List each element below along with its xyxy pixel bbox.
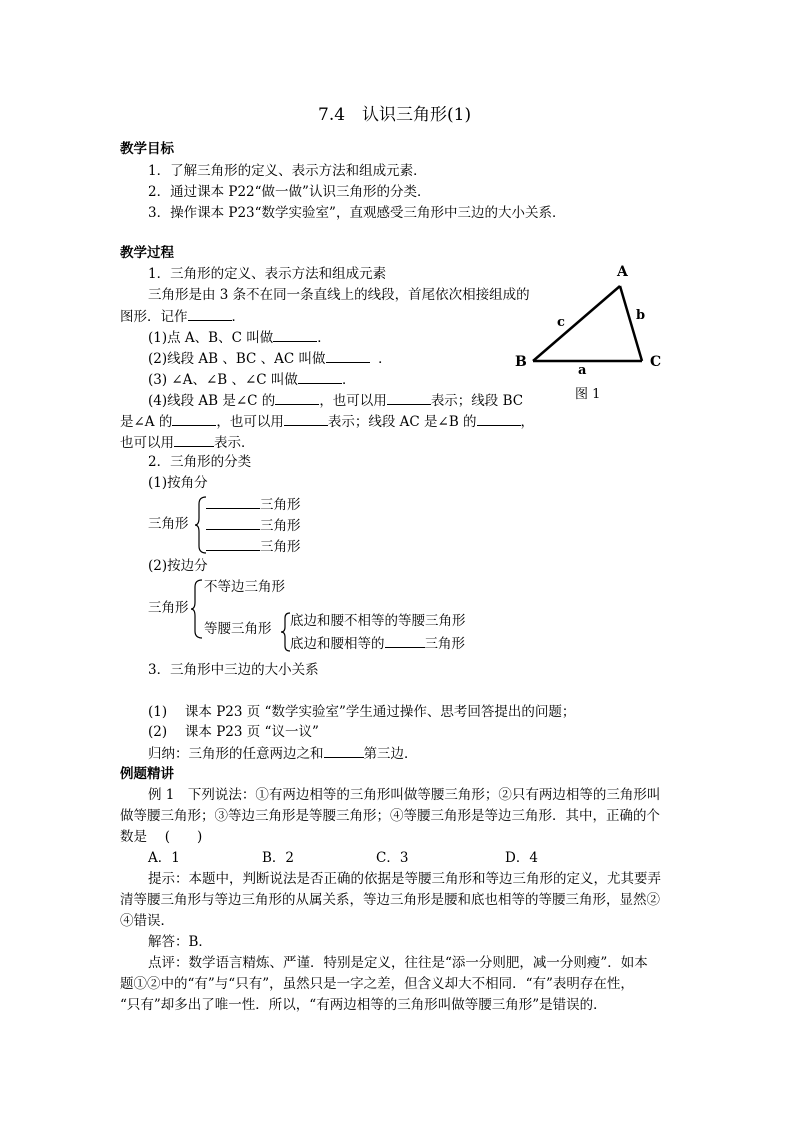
- side-b-label: b: [636, 308, 646, 323]
- blank-q4-4: [284, 412, 328, 426]
- page-title: 7.4 认识三角形(1): [318, 105, 472, 125]
- side-a-label: a: [578, 363, 587, 378]
- part2-title: 2．三角形的分类: [148, 454, 252, 470]
- blank-angle-type-1: [206, 495, 260, 509]
- option-b: B．2: [262, 850, 295, 866]
- triangle-figure: [505, 255, 680, 405]
- side-c-line: [533, 286, 620, 361]
- blank-summary: [324, 744, 364, 758]
- side-c-label: c: [557, 315, 565, 330]
- triangle-word-side: 三角形: [148, 600, 189, 616]
- question-3: [148, 370, 355, 389]
- question-4-line-2: [120, 412, 534, 431]
- period: ．: [317, 330, 331, 346]
- isosceles-sub-2: [290, 634, 465, 653]
- goal-item-3: 3．操作课本 P23“数学实验室”，直观感受三角形中三边的大小关系．: [148, 205, 566, 221]
- part1-title: 1．三角形的定义、表示方法和组成元素: [148, 266, 387, 282]
- activity-1: (1) 课本 P23 页 “数学实验室”学生通过操作、思考回答提出的问题；: [148, 704, 576, 720]
- part3-title: 3．三角形中三边的大小关系: [148, 662, 319, 678]
- blank-vertex: [273, 328, 317, 342]
- option-a: A．1: [148, 850, 180, 866]
- summary-text: 归纳：三角形的任意两边之和: [148, 746, 324, 762]
- q4-text-c: 表示；线段 BC: [430, 393, 524, 409]
- blank-angle: [298, 370, 342, 384]
- comment-line-1: 点评：数学语言精炼、严谨．特别是定义，往往是“添一分则肥，减一分则瘦”．如本: [148, 955, 648, 971]
- iso-sub-2-text: 底边和腰相等的: [290, 636, 385, 652]
- blank-side: [326, 349, 370, 363]
- triangle-word-angle: 三角形: [148, 516, 189, 532]
- blank-q4-5: [477, 412, 521, 426]
- option-c: C．3: [376, 850, 409, 866]
- question-2: [148, 349, 392, 368]
- definition-line-2: [120, 307, 245, 326]
- blank-q4-2: [387, 391, 431, 405]
- comment-line-2: 题①②中的“有”与“只有”，虽然只是一字之差，但含义却大不相同．“有”表明存在性，: [120, 976, 634, 992]
- isosceles-label: 等腰三角形: [204, 621, 272, 637]
- side-b-line: [620, 286, 642, 361]
- question-2-text: (2)线段 AB 、BC 、AC 叫做: [148, 351, 326, 367]
- scalene-label: 不等边三角形: [204, 579, 285, 595]
- blank-angle-type-2: [206, 516, 260, 530]
- heading-teaching-process: 教学过程: [120, 245, 174, 261]
- definition-text: 图形．记作: [120, 309, 188, 325]
- q4-text-f: 表示；线段 AC 是∠B 的: [327, 414, 477, 430]
- q4-text-h: 表示．: [214, 435, 255, 451]
- hint-line-1: 提示：本题中，判断说法是否正确的依据是等腰三角形和等边三角形的定义，尤其要弄: [148, 871, 661, 887]
- isosceles-sub-1: 底边和腰不相等的等腰三角形: [290, 613, 466, 629]
- definition-line-1: 三角形是由 3 条不在同一条直线上的线段，首尾依次相接组成的: [148, 287, 530, 303]
- option-d: D．4: [505, 850, 538, 866]
- by-angle-label: (1)按角分: [148, 475, 208, 491]
- iso-sub-2-suffix: 三角形: [424, 636, 465, 652]
- summary-line: [148, 744, 418, 763]
- comment-line-3: “只有”却多出了唯一性．所以，“有两边相等的三角形叫做等腰三角形”是错误的．: [120, 997, 607, 1013]
- vertex-a-label: A: [617, 264, 628, 280]
- q4-text-b: ，也可以用: [319, 393, 387, 409]
- example-1-line-2: 做等腰三角形；③等边三角形是等腰三角形；④等腰三角形是等边三角形．其中，正确的个: [120, 808, 660, 824]
- summary-suffix: 第三边．: [363, 746, 418, 762]
- q4-text-a: (4)线段 AB 是∠C 的: [148, 393, 276, 409]
- answer-line: 解答：B．: [148, 934, 212, 950]
- question-3-text: (3) ∠A、∠B 、∠C 叫做: [148, 372, 298, 388]
- heading-teaching-goals: 教学目标: [120, 141, 174, 157]
- q4-text-g: 也可以用: [120, 435, 174, 451]
- activity-2: (2) 课本 P23 页 “议一议”: [148, 724, 319, 740]
- q4-text-e: ，也可以用: [216, 414, 284, 430]
- period: ．: [231, 309, 245, 325]
- angle-class-label-2: 三角形: [260, 518, 301, 534]
- left-brace-icon: [190, 579, 204, 639]
- q4-text-d: 是∠A 的: [120, 414, 173, 430]
- vertex-c-label: C: [650, 354, 662, 370]
- example-1-line-1: 例 1 下列说法：①有两边相等的三角形叫做等腰三角形；②只有两边相等的三角形叫: [148, 787, 661, 803]
- question-4-line-1: [148, 391, 523, 410]
- angle-class-label-3: 三角形: [260, 539, 301, 555]
- by-side-label: (2)按边分: [148, 558, 208, 574]
- angle-class-row-2: [206, 516, 301, 535]
- hint-line-2: 清等腰三角形与等边三角形的从属关系，等边三角形是腰和底也相等的等腰三角形，显然②: [120, 892, 660, 908]
- period: ．: [341, 372, 356, 388]
- question-4-line-3: [120, 433, 255, 452]
- angle-class-row-1: [206, 495, 301, 514]
- vertex-b-label: B: [515, 354, 527, 370]
- goal-item-2: 2．通过课本 P22“做一做”认识三角形的分类．: [148, 184, 431, 200]
- blank-q4-3: [172, 412, 216, 426]
- heading-examples: 例题精讲: [120, 766, 174, 782]
- blank-q4-6: [174, 433, 214, 447]
- example-1-line-3: 数是 ( ): [120, 829, 203, 845]
- question-1: [148, 328, 331, 347]
- question-1-text: (1)点 A、B、C 叫做: [148, 330, 274, 346]
- angle-class-row-3: [206, 537, 301, 556]
- angle-class-label-1: 三角形: [260, 497, 301, 513]
- blank-equilateral: [385, 634, 425, 648]
- blank-q4-1: [275, 391, 319, 405]
- blank-notation: [188, 307, 232, 321]
- period: ．: [378, 351, 392, 367]
- comma: ，: [520, 414, 535, 430]
- blank-angle-type-3: [206, 537, 260, 551]
- goal-item-1: 1．了解三角形的定义、表示方法和组成元素．: [148, 163, 427, 179]
- hint-line-3: ④错误．: [120, 913, 174, 929]
- figure-caption: 图 1: [575, 387, 601, 402]
